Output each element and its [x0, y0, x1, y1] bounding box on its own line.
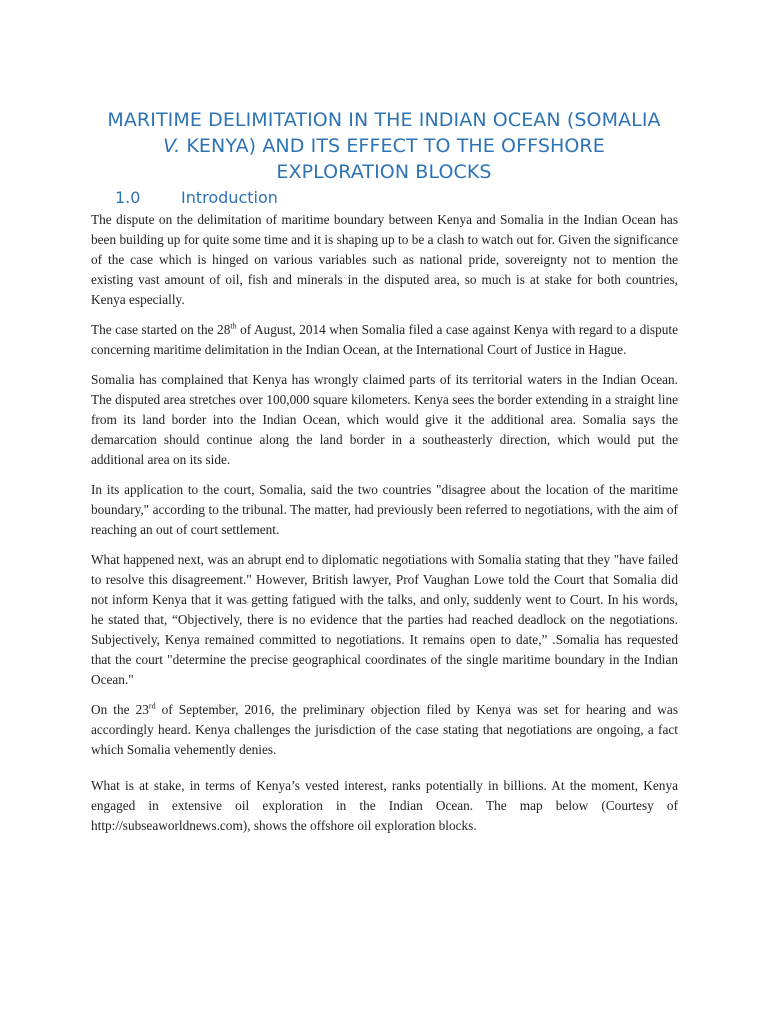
section-number: 1.0 — [115, 188, 141, 207]
paragraph-somalia-complaint: Somalia has complained that Kenya has wrongly claimed parts of its territorial waters in the Indian Ocean. The disputed area stretches over 100,000 square kilometers. Kenya sees the border extending in a straight line from its land border into the Indian Ocean, which would give it the additional area. Somalia says the demarcation should continue along the land border in a southeasterly direction, which would put the additional area on its side. — [91, 372, 678, 467]
title-line-2: KENYA) AND ITS EFFECT TO THE OFFSHORE — [180, 135, 605, 157]
title-line-1: MARITIME DELIMITATION IN THE INDIAN OCEAN (SOMALIA — [107, 109, 661, 131]
paragraph-preliminary-objection — [91, 700, 678, 760]
document-title — [88, 107, 680, 185]
paragraph-stakes: What is at stake, in terms of Kenya’s vested interest, ranks potentially in billions. At the moment, Kenya engaged in extensive oil exploration in the Indian Ocean. The map below (Courtesy of http://subseaworldnews.com), shows the offshore oil exploration blocks. — [91, 778, 678, 833]
paragraph-objection-text-a: On the 23 — [91, 702, 149, 717]
ordinal-suffix-rd: rd — [148, 701, 156, 711]
section-title: Introduction — [181, 188, 278, 207]
section-heading — [115, 187, 278, 209]
paragraph-case-start-text-b: of August, 2014 when Somalia filed a case against Kenya with regard to a dispute concerning maritime delimitation in the Indian Ocean, at the International Court of Justice in Hague. — [91, 322, 678, 357]
ordinal-suffix-th: th — [230, 321, 237, 331]
title-versus: V. — [163, 135, 181, 157]
title-line-3: EXPLORATION BLOCKS — [276, 161, 492, 183]
paragraph-application: In its application to the court, Somalia, said the two countries "disagree about the location of the maritime boundary," according to the tribunal. The matter, had previously been referred to negotiations, with the aim of reaching an out of court settlement. — [91, 482, 678, 537]
paragraph-objection-text-b: of September, 2016, the preliminary objection filed by Kenya was set for hearing and was accordingly heard. Kenya challenges the jurisdiction of the case stating that negotiations are ongoing, a fact which Somalia vehemently denies. — [91, 702, 678, 757]
paragraph-case-start — [91, 320, 678, 360]
paragraph-dispute-overview: The dispute on the delimitation of maritime boundary between Kenya and Somalia in the Indian Ocean has been building up for quite some time and it is shaping up to be a clash to watch out for. Given the significance of the case which is hinged on various variables such as national pride, sovereignty not to mention the existing vast amount of oil, fish and minerals in the disputed area, so much is at stake for both countries, Kenya especially. — [91, 212, 678, 307]
paragraph-case-start-text-a: The case started on the 28 — [91, 322, 231, 337]
document-body — [91, 210, 678, 846]
paragraph-negotiations-end: What happened next, was an abrupt end to diplomatic negotiations with Somalia stating that they "have failed to resolve this disagreement." However, British lawyer, Prof Vaughan Lowe told the Court that Somalia did not inform Kenya that it was getting fatigued with the talks, and only, suddenly went to Court. In his words, he stated that, “Objectively, there is no evidence that the parties had reached deadlock on the negotiations. Subjectively, Kenya remained committed to negotiations. It remains open to date,” .Somalia has requested that the court "determine the precise geographical coordinates of the single maritime boundary in the Indian Ocean." — [91, 552, 678, 687]
